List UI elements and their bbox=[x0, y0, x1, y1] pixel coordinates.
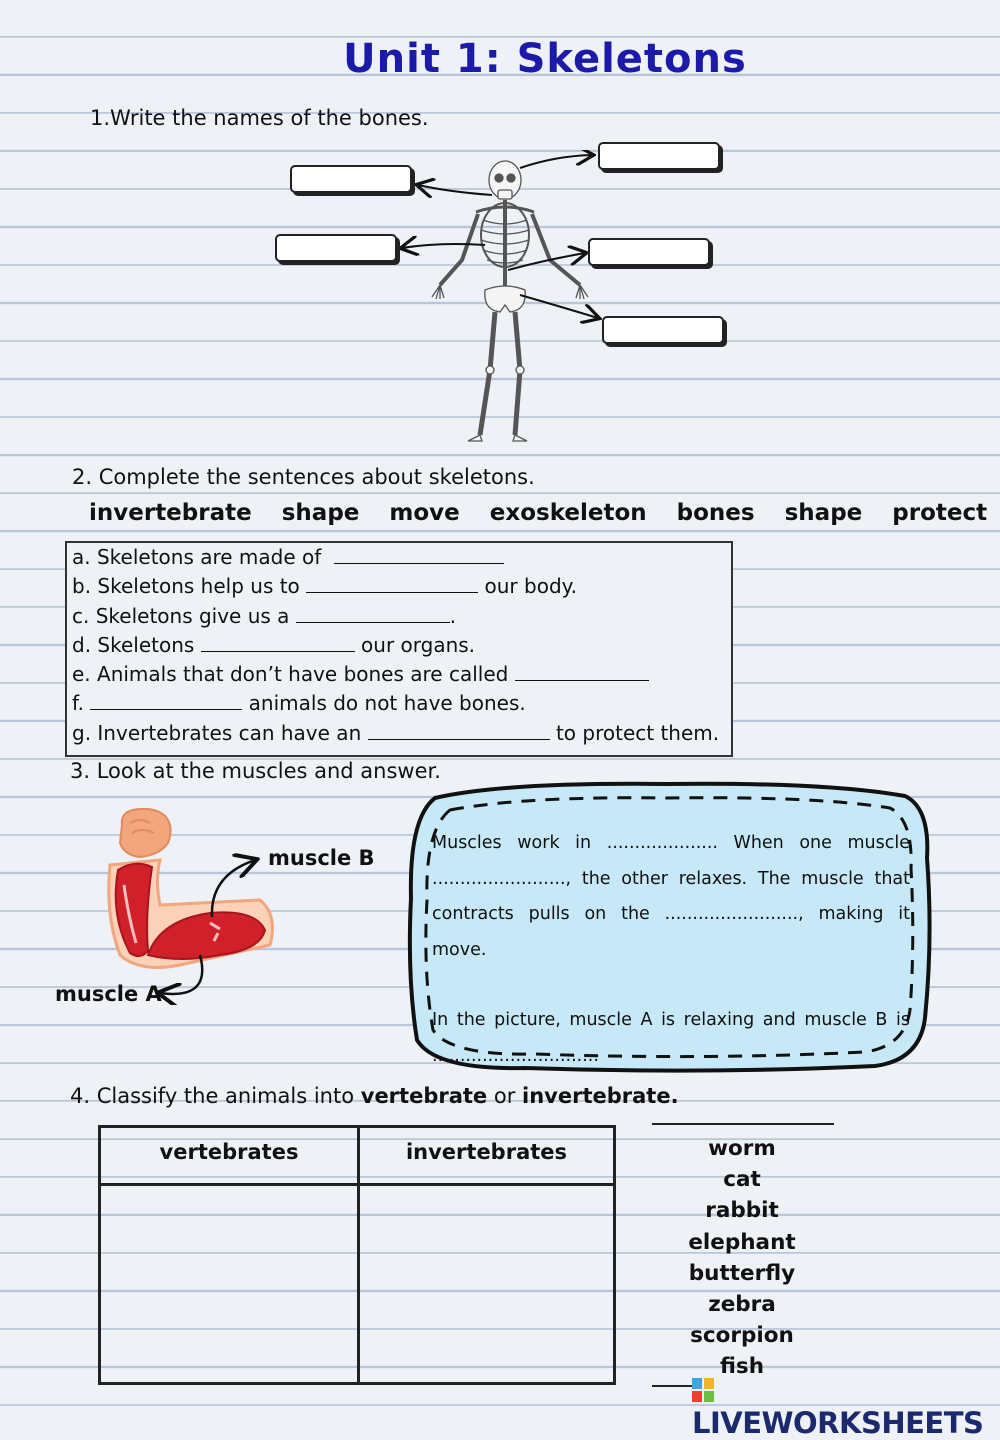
bone-name-input-3[interactable] bbox=[598, 142, 720, 170]
animal-item[interactable]: worm bbox=[708, 1136, 776, 1161]
question-4-prompt: 4. Classify the animals into vertebrate or invertebrate. bbox=[70, 1084, 679, 1108]
blank-a[interactable] bbox=[334, 545, 504, 564]
muscle-paragraph bbox=[432, 826, 910, 1074]
liveworksheets-logo: LIVEWORKSHEETS bbox=[692, 1372, 1000, 1440]
sentence-e: e. Animals that don’t have bones are called bbox=[67, 660, 731, 689]
word-bank bbox=[89, 500, 987, 526]
muscle-paragraph-1: Muscles work in .................... When one muscle ........................, the other relaxes. The muscle that contracts pulls on the ........................, making it move. bbox=[432, 833, 910, 960]
question-1-prompt: 1.Write the names of the bones. bbox=[90, 106, 429, 130]
sentence-a: a. Skeletons are made of bbox=[67, 543, 731, 572]
animal-item[interactable]: rabbit bbox=[705, 1198, 779, 1224]
animal-item[interactable]: cat bbox=[723, 1167, 761, 1193]
word-bank-item: move bbox=[389, 500, 460, 526]
animal-item[interactable]: fish bbox=[719, 1354, 765, 1380]
sentences-box bbox=[65, 541, 733, 757]
muscle-paragraph-2: In the picture, muscle A is relaxing and muscle B is .............................. bbox=[432, 1010, 910, 1066]
question-3-prompt: 3. Look at the muscles and answer. bbox=[70, 759, 441, 783]
question-2-prompt: 2. Complete the sentences about skeletons. bbox=[72, 465, 535, 489]
sentence-g: g. Invertebrates can have an to protect them. bbox=[72, 720, 720, 745]
animal-item[interactable]: butterfly bbox=[688, 1260, 796, 1286]
word-bank-item: shape bbox=[784, 500, 863, 526]
bone-name-input-2[interactable] bbox=[275, 234, 397, 262]
word-bank-item: shape bbox=[281, 500, 360, 526]
bone-name-input-1[interactable] bbox=[290, 165, 412, 193]
blank-e[interactable] bbox=[515, 662, 649, 681]
sentence-d: d. Skeletons our organs. bbox=[72, 632, 476, 657]
drop-zone-invertebrates[interactable] bbox=[360, 1186, 613, 1382]
animal-item[interactable]: elephant bbox=[688, 1229, 796, 1255]
animal-list bbox=[652, 1133, 832, 1383]
muscle-a-label: muscle A bbox=[55, 982, 162, 1006]
bone-name-input-5[interactable] bbox=[602, 316, 724, 344]
animal-item[interactable]: zebra bbox=[708, 1292, 776, 1318]
classification-table bbox=[98, 1125, 616, 1385]
sentence-f: f. animals do not have bones. bbox=[72, 691, 526, 716]
sentence-b: b. Skeletons help us to our body. bbox=[72, 574, 577, 599]
blank-d[interactable] bbox=[201, 633, 355, 652]
skeleton-diagram bbox=[380, 150, 740, 460]
word-bank-item: exoskeleton bbox=[489, 500, 647, 526]
liveworksheets-icon bbox=[692, 1378, 714, 1402]
sentence-c: c. Skeletons give us a . bbox=[72, 603, 457, 628]
word-bank-item: invertebrate bbox=[89, 500, 252, 526]
blank-g[interactable] bbox=[368, 721, 550, 740]
blank-b[interactable] bbox=[306, 574, 478, 593]
page-title: Unit 1: Skeletons bbox=[343, 36, 747, 82]
drop-zone-vertebrates[interactable] bbox=[101, 1186, 357, 1382]
word-bank-item: protect bbox=[892, 500, 988, 526]
animal-item[interactable]: scorpion bbox=[690, 1323, 794, 1349]
column-header-invertebrates: invertebrates bbox=[360, 1128, 613, 1186]
blank-c[interactable] bbox=[296, 604, 450, 623]
column-header-vertebrates: vertebrates bbox=[101, 1128, 357, 1186]
muscle-b-label: muscle B bbox=[268, 846, 375, 870]
arm-muscle-illustration bbox=[100, 805, 290, 1005]
word-bank-item: bones bbox=[676, 500, 755, 526]
bone-name-input-4[interactable] bbox=[588, 238, 710, 266]
blank-f[interactable] bbox=[90, 691, 242, 710]
